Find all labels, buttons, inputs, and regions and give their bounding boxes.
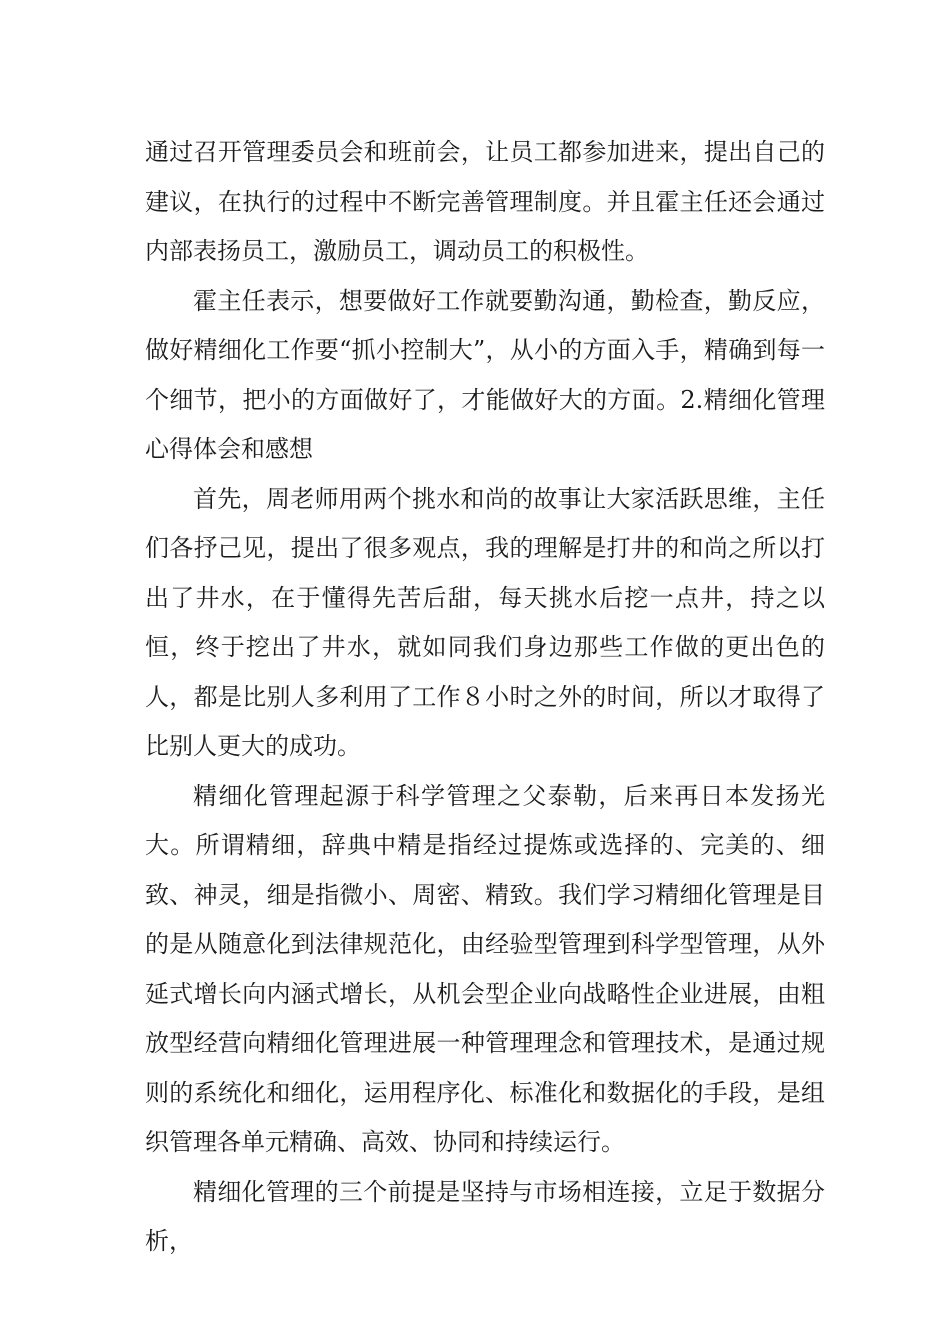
paragraph-1: 通过召开管理委员会和班前会，让员工都参加进来，提出自己的建议，在执行的过程中不断完善管理制度。并且霍主任还会通过内部表扬员工，激励员工，调动员工的积极性。 [145,138,825,265]
document-body [145,128,825,1267]
paragraph-2: 霍主任表示，想要做好工作就要勤沟通，勤检查，勤反应，做好精细化工作要“抓小控制大”，从小的方面入手，精确到每一个细节，把小的方面做好了，才能做好大的方面。2.精细化管理心得体会和感想 [145,286,825,463]
paragraph-3: 首先，周老师用两个挑水和尚的故事让大家活跃思维，主任们各抒己见，提出了很多观点，我的理解是打井的和尚之所以打出了井水，在于懂得先苦后甜，每天挑水后挖一点井，持之以恒，终于挖出了井水，就如同我们身边那些工作做的更出色的人，都是比别人多利用了工作８小时之外的时间，所以才取得了比别人更大的成功。 [145,484,825,760]
paragraph-4: 精细化管理起源于科学管理之父泰勒，后来再日本发扬光大。所谓精细，辞典中精是指经过提炼或选择的、完美的、细致、神灵，细是指微小、周密、精致。我们学习精细化管理是目的是从随意化到法律规范化，由经验型管理到科学型管理，从外延式增长向内涵式增长，从机会型企业向战略性企业进展，由粗放型经营向精细化管理进展一种管理理念和管理技术，是通过规则的系统化和细化，运用程序化、标准化和数据化的手段，是组织管理各单元精确、高效、协同和持续运行。 [145,781,825,1156]
paragraph-5: 精细化管理的三个前提是坚持与市场相连接，立足于数据分析， [145,1177,825,1255]
